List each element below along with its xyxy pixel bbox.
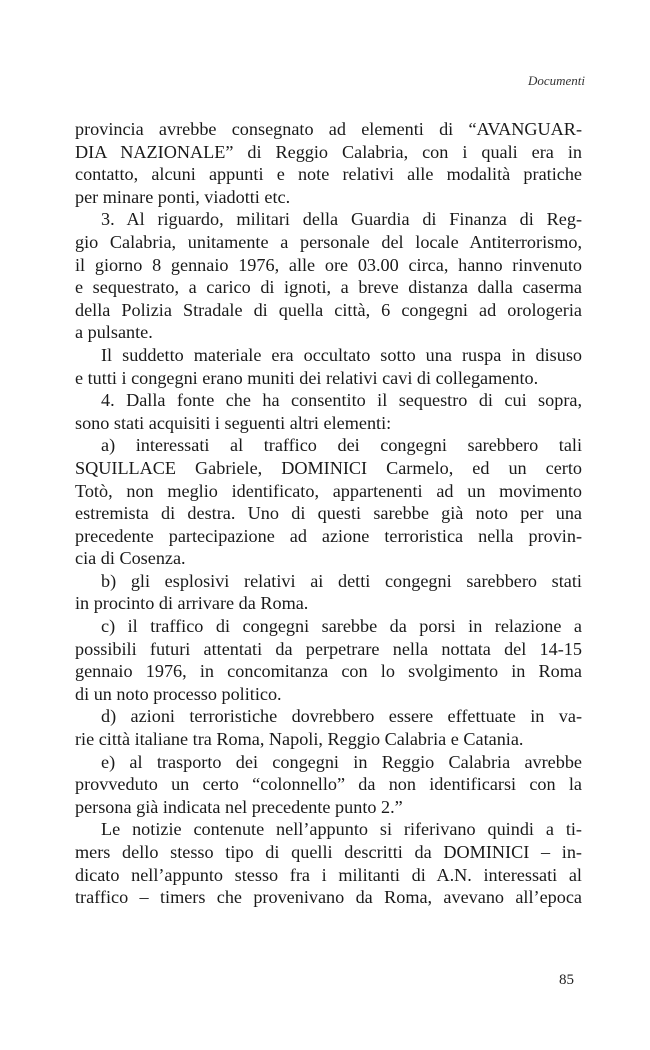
- text-line: Il suddetto materiale era occultato sotto una ruspa in disuso: [101, 344, 582, 365]
- text-line: e sequestrato, a carico di ignoti, a breve distanza dalla caserma: [75, 277, 582, 298]
- text-line: SQUILLACE Gabriele, DOMINICI Carmelo, ed un certo: [75, 457, 582, 478]
- text-line: possibili futuri attentati da perpetrare nella nottata del 14-15: [75, 638, 582, 659]
- text-line: rie città italiane tra Roma, Napoli, Reggio Calabria e Catania.: [75, 729, 524, 750]
- text-line: 4. Dalla fonte che ha consentito il sequestro di cui sopra,: [101, 390, 582, 411]
- text-line: cia di Cosenza.: [75, 548, 186, 569]
- text-line: Totò, non meglio identificato, appartenenti ad un movimento: [75, 480, 582, 501]
- text-line: il giorno 8 gennaio 1976, alle ore 03.00 circa, hanno rinvenuto: [75, 254, 582, 275]
- text-line: traffico – timers che provenivano da Roma, avevano all’epoca: [75, 887, 582, 908]
- text-line: b) gli esplosivi relativi ai detti congegni sarebbero stati: [101, 570, 582, 591]
- text-line: e) al trasporto dei congegni in Reggio Calabria avrebbe: [101, 751, 582, 772]
- text-line: provincia avrebbe consegnato ad elementi di “AVANGUAR-: [75, 119, 582, 139]
- text-line: mers dello stesso tipo di quelli descritti da DOMINICI – in-: [75, 842, 582, 862]
- text-line: persona già indicata nel precedente punto 2.”: [75, 796, 403, 817]
- text-line: sono stati acquisiti i seguenti altri elementi:: [75, 412, 392, 433]
- text-line: 3. Al riguardo, militari della Guardia di Finanza di Reg-: [101, 209, 582, 230]
- running-header: Documenti: [527, 73, 585, 88]
- text-line: DIA NAZIONALE” di Reggio Calabria, con i quali era in: [75, 141, 582, 162]
- page-number: 85: [559, 972, 574, 988]
- text-line: in procinto di arrivare da Roma.: [75, 593, 309, 614]
- text-line: a) interessati al traffico dei congegni sarebbero tali: [101, 435, 582, 456]
- text-line: c) il traffico di congegni sarebbe da porsi in relazione a: [101, 616, 582, 637]
- text-line: di un noto processo politico.: [75, 683, 282, 704]
- text-line: della Polizia Stradale di quella città, 6 congegni ad orologeria: [75, 299, 582, 320]
- text-line: estremista di destra. Uno di questi sarebbe già noto per una: [75, 503, 582, 524]
- text-line: gio Calabria, unitamente a personale del locale Antiterrorismo,: [75, 231, 582, 252]
- text-line: provveduto un certo “colonnello” da non identificarsi con la: [75, 774, 582, 795]
- text-line: gennaio 1976, in concomitanza con lo svolgimento in Roma: [75, 661, 582, 682]
- text-line: Le notizie contenute nell’appunto si riferivano quindi a ti-: [101, 819, 582, 840]
- text-line: precedente partecipazione ad azione terroristica nella provin-: [75, 525, 582, 546]
- text-line: per minare ponti, viadotti etc.: [75, 186, 291, 207]
- body-text: [75, 118, 582, 909]
- text-line: dicato nell’appunto stesso fra i militanti di A.N. interessati al: [75, 864, 582, 885]
- text-line: contatto, alcuni appunti e note relativi alle modalità pratiche: [75, 164, 582, 185]
- text-line: a pulsante.: [75, 322, 153, 343]
- text-line: e tutti i congegni erano muniti dei relativi cavi di collegamento.: [75, 367, 539, 388]
- text-line: d) azioni terroristiche dovrebbero essere effettuate in va-: [101, 706, 582, 727]
